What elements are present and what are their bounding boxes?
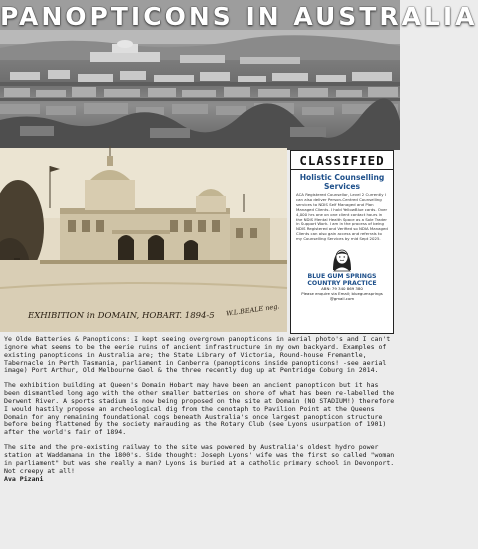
article-paragraph: Ye Olde Batteries & Panopticons: I kept seeing overgrown panopticons in aerial photo's and I can't ignore what seems to be the eerie ruins of ancient infrastructure in my own backyard. Examples of existing panopticons in Australia are; the State Library of Victoria, Round-house Fremantle, Tabernacle in Perth Tasmania, parliament in Canberra (panopticons inside panopticons! -see aerial image) Port Arthur, Old Melbourne Gaol & the three recently dug up at Pentridge Coburg in 2014. — [4, 335, 391, 375]
aerial-photo — [0, 0, 478, 150]
contact-text: Please enquire via Email; bluegumsprings — [301, 290, 383, 296]
email-domain: @gmail.com — [329, 295, 355, 301]
article-paragraph: The exhibition building at Queen's Domain Hobart may have been an ancient panopticon but it has been dismantled long ago with the other smaller batteries on shore of what has been re-labelled the Derwent River. A sports stadium is now being proposed on the site at Domain (NO STADIUM!) therefore I would hastily propose an archeological dig from the cenotaph to Pavilion Point at the Queens Domain for any remaining foundational cogs beneath Australia's once largest panopticon structure before being flattened by the society marauding as the Rotary Club (see Lyons usurpation of 1901) after the world's fair of 1894. — [4, 381, 395, 437]
article-paragraph-text: The site and the pre-existing railway to the site was powered by Australia's oldest hydro power station at Waddamana in the 1800's. Side thought: Joseph Lyons' wife was the first so called "woman in parliament" but was she really a man? Lyons is buried at a catholic primary school in Devonport. Not creepy at all! — [4, 443, 395, 475]
exhibition-photo — [0, 148, 287, 332]
page-title: PANOPTICONS IN AUSTRALIA — [0, 2, 478, 31]
classified-body: ACA Registered Counsellor, Level 2 Currently I can also deliver Person-Centred Counselling services to NDIS Self Managed and Plan Managed Clients. I hold YellowBlue cards. Over 4,000 hrs one on one client contact hours in the NDIS Mental Health Space as a Sole Trader in Support Work. I am in the process of being NDIS Registered and Verified so NDIA Managed Clients can also gain access and referrals to my Counselling Services by mid Sept 2025. — [296, 192, 388, 242]
abn-number: ABN: 79 340 869 380 — [321, 286, 363, 292]
classified-heading: Holistic Counselling Services — [299, 173, 385, 191]
article-body — [4, 336, 398, 483]
photo-credit: W.L.BEALE neg. — [225, 302, 280, 318]
counsellor-avatar-icon — [327, 244, 357, 272]
author-byline: Ava Pizani — [4, 474, 44, 483]
practice-name: BLUE GUM SPRINGS COUNTRY PRACTICE — [307, 273, 377, 288]
classified-title: CLASSIFIED — [291, 151, 393, 170]
photo-caption: EXHIBITION in DOMAIN, HOBART. 1894-5 — [28, 311, 215, 321]
classified-ad — [290, 150, 394, 334]
exhibition-building-illustration — [0, 148, 287, 332]
article-paragraph — [4, 444, 398, 483]
